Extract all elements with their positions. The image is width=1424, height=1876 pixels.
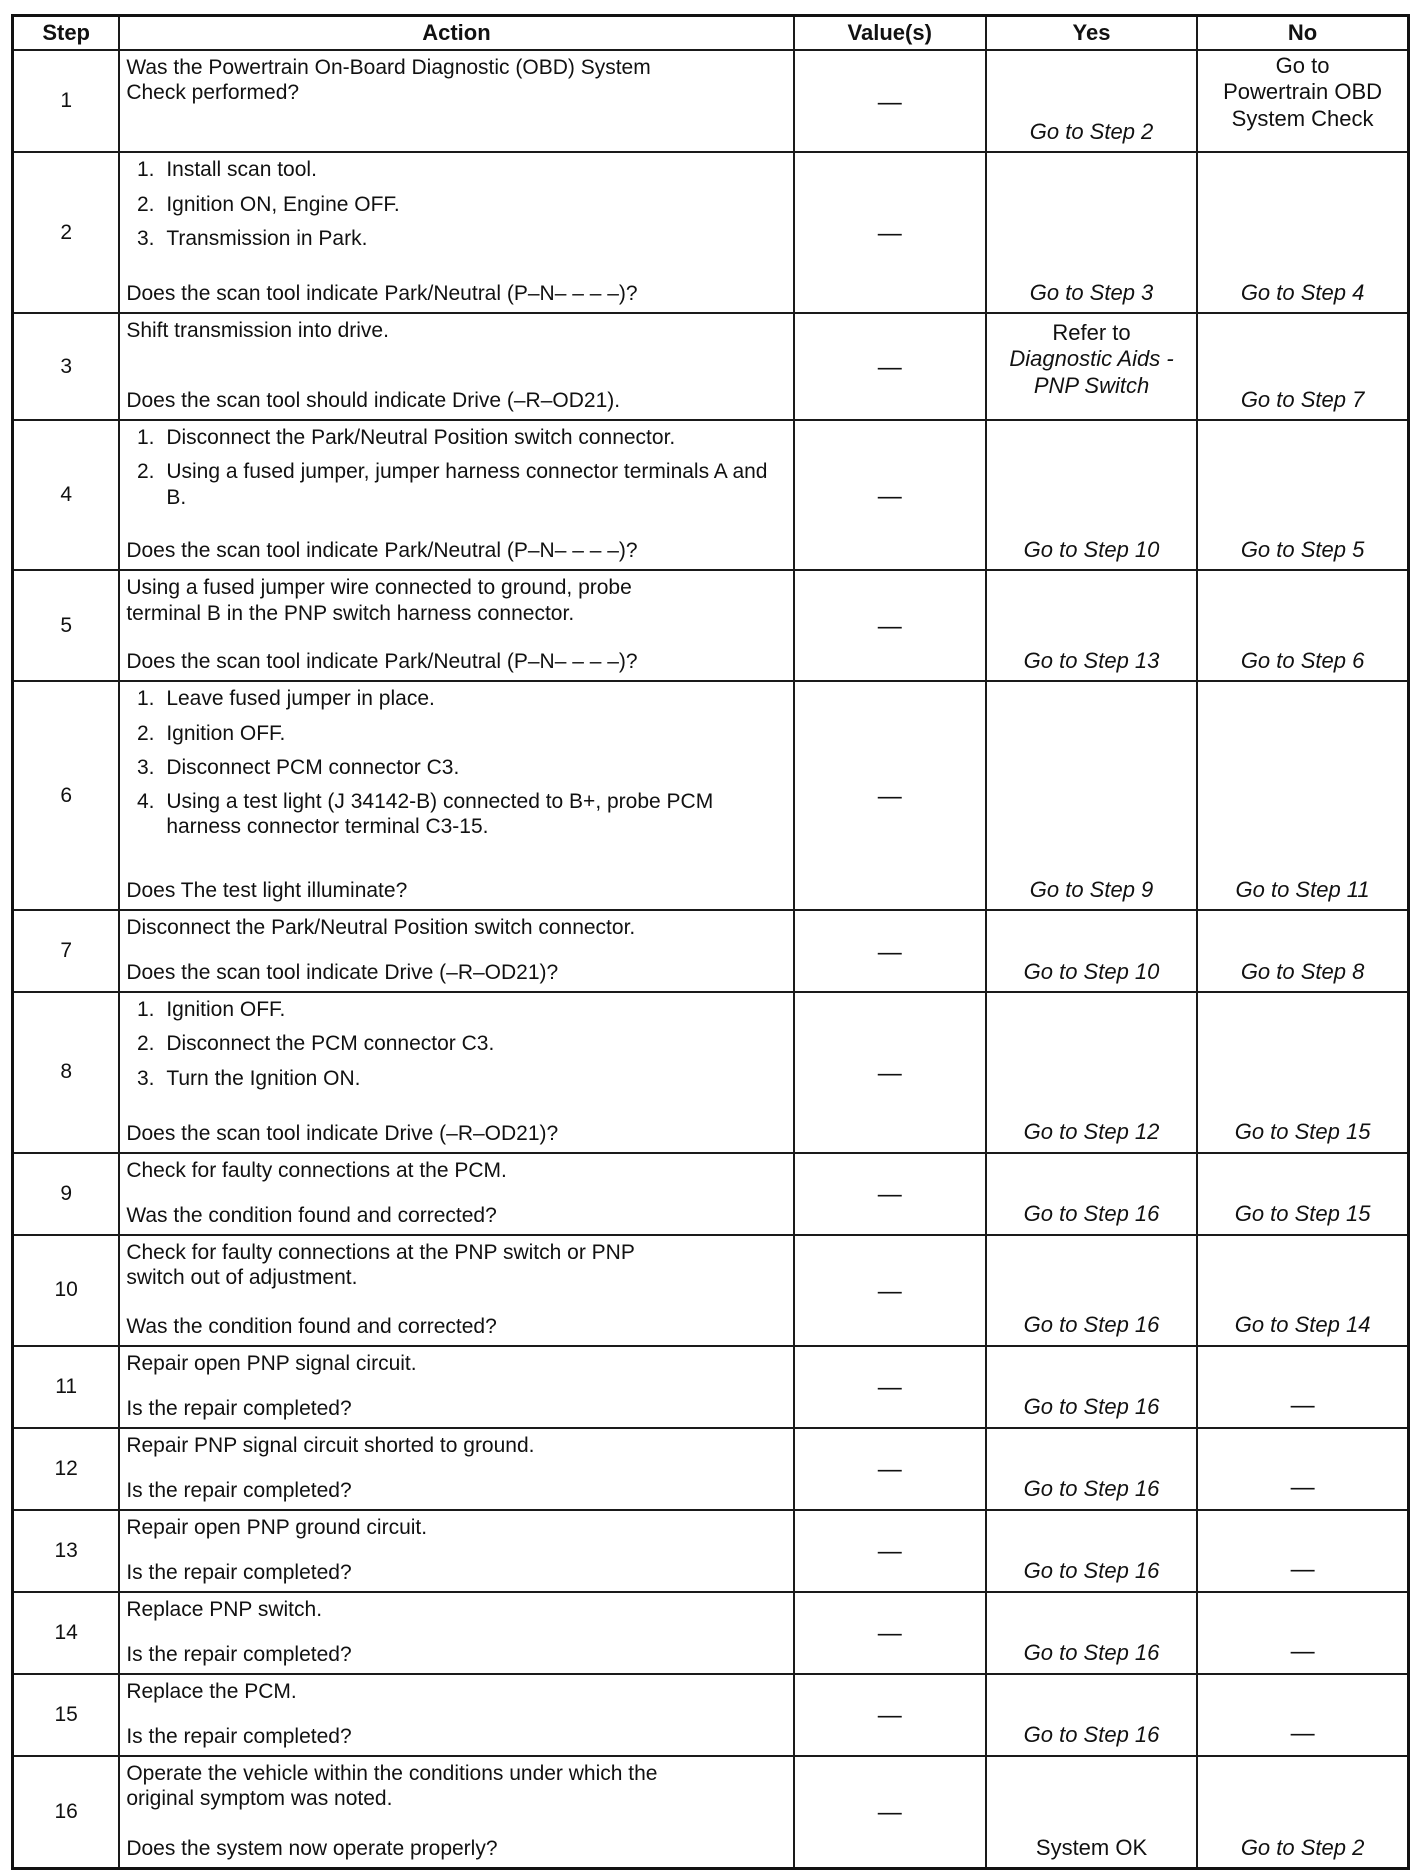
- action-cell: [119, 313, 793, 420]
- step-number: 8: [13, 992, 120, 1153]
- action-cell: [119, 50, 793, 152]
- action-question: Does The test light illuminate?: [126, 878, 408, 902]
- yes-text: Go to Step 16: [1023, 1722, 1160, 1748]
- value-cell: [794, 992, 986, 1153]
- table-row: [13, 1235, 1409, 1346]
- action-list-item: 2. Disconnect the PCM connector C3.: [160, 1031, 786, 1056]
- no-cell: [1197, 50, 1408, 152]
- table-row: [13, 1674, 1409, 1756]
- step-number: 14: [13, 1592, 120, 1674]
- action-list-item: 1. Leave fused jumper in place.: [160, 686, 786, 711]
- action-list: [126, 686, 786, 839]
- no-result: [1198, 571, 1407, 680]
- value-dash: —: [877, 1456, 902, 1484]
- action-line: Disconnect the Park/Neutral Position switch connector.: [126, 916, 636, 940]
- action-question: Does the scan tool indicate Park/Neutral (P–N– – – –)?: [126, 650, 638, 674]
- yes-line: PNP Switch: [1033, 372, 1150, 398]
- yes-result: [987, 911, 1196, 991]
- action-text: [126, 1679, 786, 1704]
- action-text: [126, 1597, 786, 1622]
- no-result: [1198, 314, 1407, 419]
- step-number: 6: [13, 681, 120, 910]
- no-text: Go to Step 4: [1240, 279, 1365, 305]
- no-text: Go to Step 11: [1235, 876, 1370, 902]
- action-question: Is the repair completed?: [126, 1396, 352, 1420]
- table-row: [13, 681, 1409, 910]
- no-text: Go to Step 14: [1234, 1312, 1371, 1338]
- action-content: [120, 571, 792, 680]
- yes-text: Go to Step 16: [1023, 1476, 1160, 1502]
- no-cell: [1197, 152, 1408, 313]
- action-instructions: [126, 1158, 786, 1183]
- yes-result: [987, 571, 1196, 680]
- action-line: Replace PNP switch.: [126, 1597, 323, 1621]
- step-number: 2: [13, 152, 120, 313]
- action-list: [126, 157, 786, 251]
- value-cell: [794, 1153, 986, 1235]
- yes-text: Go to Step 9: [1029, 876, 1154, 902]
- yes-cell: [986, 681, 1197, 910]
- no-text: —: [1290, 1637, 1315, 1665]
- action-cell: [119, 1592, 793, 1674]
- header-step: Step: [13, 16, 120, 51]
- action-question: Does the scan tool indicate Park/Neutral (P–N– – – –)?: [126, 539, 638, 563]
- yes-text: Go to Step 10: [1023, 536, 1160, 562]
- no-result: [1198, 682, 1407, 909]
- value-cell: [794, 681, 986, 910]
- yes-result: [987, 1675, 1196, 1755]
- action-content: [120, 1593, 792, 1673]
- yes-text: Go to Step 12: [1023, 1119, 1160, 1145]
- no-result: [1198, 421, 1407, 569]
- header-row: [13, 16, 1409, 51]
- action-content: [120, 1154, 792, 1234]
- no-result: [1198, 1511, 1407, 1591]
- action-content: [120, 51, 792, 151]
- yes-cell: [986, 420, 1197, 570]
- value-cell: [794, 313, 986, 420]
- value-cell: [794, 152, 986, 313]
- no-cell: [1197, 1756, 1408, 1869]
- action-line: Check for faulty connections at the PNP switch or PNP: [126, 1240, 635, 1264]
- table-row: [13, 152, 1409, 313]
- action-content: [120, 314, 792, 419]
- action-line: Repair open PNP signal circuit.: [126, 1351, 417, 1375]
- no-result: [1198, 1593, 1407, 1673]
- action-content: [120, 1347, 792, 1427]
- action-text: [126, 1240, 786, 1290]
- yes-cell: [986, 570, 1197, 681]
- step-number: 9: [13, 1153, 120, 1235]
- no-text: —: [1290, 1391, 1315, 1419]
- no-cell: [1197, 910, 1408, 992]
- action-content: [120, 993, 792, 1152]
- no-text: —: [1290, 1720, 1315, 1747]
- action-list-item: 1. Ignition OFF.: [160, 997, 786, 1022]
- action-cell: [119, 1235, 793, 1346]
- yes-result: [987, 314, 1196, 419]
- value-cell: [794, 1510, 986, 1592]
- action-cell: [119, 152, 793, 313]
- action-text: [126, 55, 786, 105]
- action-instructions: [126, 55, 786, 105]
- action-text: [126, 1158, 786, 1183]
- action-instructions: [126, 575, 786, 625]
- value-cell: [794, 1674, 986, 1756]
- action-line: Check for faulty connections at the PCM.: [126, 1158, 507, 1182]
- diagnostic-table-sheet: [11, 14, 1410, 1870]
- action-content: [120, 1511, 792, 1591]
- no-result: [1198, 1154, 1407, 1234]
- table-row: [13, 570, 1409, 681]
- action-question: Was the condition found and corrected?: [126, 1314, 497, 1338]
- step-number: 7: [13, 910, 120, 992]
- action-cell: [119, 910, 793, 992]
- yes-text: Go to Step 3: [1029, 279, 1154, 305]
- action-line: Repair PNP signal circuit shorted to ground.: [126, 1433, 535, 1457]
- yes-result: [987, 1154, 1196, 1234]
- action-list: [126, 425, 786, 510]
- action-line: Using a fused jumper wire connected to ground, probe: [126, 576, 632, 600]
- step-number: 13: [13, 1510, 120, 1592]
- header-action: Action: [119, 16, 793, 51]
- action-cell: [119, 681, 793, 910]
- action-question: Does the scan tool should indicate Drive (–R–OD21).: [126, 388, 621, 412]
- action-list-item: 1. Install scan tool.: [160, 157, 786, 182]
- action-cell: [119, 1756, 793, 1869]
- action-cell: [119, 1674, 793, 1756]
- action-cell: [119, 1346, 793, 1428]
- no-text: Go to Step 2: [1240, 1834, 1365, 1860]
- yes-result: [987, 1593, 1196, 1673]
- action-line: Repair open PNP ground circuit.: [126, 1515, 428, 1539]
- action-content: [120, 1429, 792, 1509]
- yes-text: Go to Step 16: [1023, 1394, 1160, 1420]
- value-cell: [794, 910, 986, 992]
- yes-text: Go to Step 10: [1023, 958, 1160, 984]
- value-dash: —: [877, 783, 902, 811]
- action-line: Was the Powertrain On-Board Diagnostic (OBD) System: [126, 56, 651, 79]
- no-result: [1198, 1429, 1407, 1509]
- value-cell: [794, 1346, 986, 1428]
- value-dash: —: [877, 1620, 902, 1648]
- action-list-item: 1. Disconnect the Park/Neutral Position switch connector.: [160, 425, 786, 450]
- no-line: Powertrain OBD: [1223, 79, 1383, 105]
- no-result: [1198, 911, 1407, 991]
- action-content: [120, 682, 792, 909]
- action-content: [120, 911, 792, 991]
- no-text: Go to Step 15: [1234, 1119, 1371, 1145]
- yes-cell: [986, 313, 1197, 420]
- yes-result: [987, 51, 1196, 151]
- action-line: Replace the PCM.: [126, 1679, 297, 1703]
- action-instructions: [126, 1679, 786, 1704]
- action-instructions: [126, 1351, 786, 1376]
- yes-result: [987, 1511, 1196, 1591]
- action-text: [126, 1351, 786, 1376]
- step-number: 10: [13, 1235, 120, 1346]
- table-row: [13, 1510, 1409, 1592]
- no-text: Go to Step 8: [1240, 958, 1365, 984]
- action-cell: [119, 992, 793, 1153]
- action-list-item: 2. Ignition ON, Engine OFF.: [160, 192, 786, 217]
- no-cell: [1197, 313, 1408, 420]
- yes-cell: [986, 1235, 1197, 1346]
- action-question: Does the scan tool indicate Park/Neutral (P–N– – – –)?: [126, 281, 638, 305]
- yes-cell: [986, 910, 1197, 992]
- value-dash: —: [877, 220, 902, 248]
- value-dash: —: [877, 482, 902, 510]
- action-line: Operate the vehicle within the conditions under which the: [126, 1761, 658, 1785]
- action-list-item: 3. Turn the Ignition ON.: [160, 1066, 786, 1091]
- yes-cell: [986, 1153, 1197, 1235]
- no-text: Go to Step 6: [1240, 647, 1365, 673]
- action-line: Check performed?: [126, 81, 300, 105]
- action-line: switch out of adjustment.: [126, 1265, 358, 1289]
- value-dash: —: [877, 1181, 902, 1209]
- no-text: —: [1290, 1473, 1315, 1501]
- table-row: [13, 1592, 1409, 1674]
- header-no: No: [1197, 16, 1408, 51]
- yes-result: [987, 993, 1196, 1152]
- value-cell: [794, 570, 986, 681]
- action-list: [126, 997, 786, 1091]
- header-values: Value(s): [794, 16, 986, 51]
- no-cell: [1197, 1510, 1408, 1592]
- table-row: [13, 420, 1409, 570]
- action-line: terminal B in the PNP switch harness connector.: [126, 601, 575, 625]
- action-instructions: [126, 1515, 786, 1540]
- yes-result: [987, 1347, 1196, 1427]
- action-cell: [119, 1153, 793, 1235]
- value-cell: [794, 1756, 986, 1869]
- action-question: Is the repair completed?: [126, 1724, 352, 1748]
- yes-cell: [986, 1510, 1197, 1592]
- action-question: Does the system now operate properly?: [126, 1836, 498, 1860]
- action-instructions: [126, 1240, 786, 1290]
- no-text: Go to Step 15: [1234, 1201, 1371, 1227]
- yes-line: Diagnostic Aids -: [1009, 346, 1174, 372]
- action-list-item: 3. Transmission in Park.: [160, 226, 786, 251]
- action-content: [120, 1236, 792, 1345]
- yes-cell: [986, 992, 1197, 1153]
- action-question: Does the scan tool indicate Drive (–R–OD21)?: [126, 1121, 559, 1145]
- action-text: [126, 1433, 786, 1458]
- action-text: [126, 915, 786, 940]
- no-cell: [1197, 681, 1408, 910]
- action-instructions: [126, 1433, 786, 1458]
- action-content: [120, 153, 792, 312]
- yes-cell: [986, 1592, 1197, 1674]
- table-row: [13, 1428, 1409, 1510]
- action-content: [120, 1675, 792, 1755]
- table-row: [13, 50, 1409, 152]
- yes-cell: [986, 1756, 1197, 1869]
- action-instructions: [126, 1761, 786, 1811]
- step-number: 15: [13, 1674, 120, 1756]
- yes-text: Go to Step 16: [1023, 1640, 1160, 1666]
- action-text: [126, 318, 786, 343]
- value-cell: [794, 1592, 986, 1674]
- table-row: [13, 1756, 1409, 1869]
- step-number: 3: [13, 313, 120, 420]
- no-result: [1198, 1236, 1407, 1345]
- yes-result: [987, 1757, 1196, 1867]
- step-number: 4: [13, 420, 120, 570]
- yes-result: [987, 421, 1196, 569]
- action-instructions: [126, 157, 786, 251]
- no-cell: [1197, 1346, 1408, 1428]
- no-cell: [1197, 1674, 1408, 1756]
- step-number: 1: [13, 50, 120, 152]
- action-text: [126, 575, 786, 625]
- table-row: [13, 1346, 1409, 1428]
- action-instructions: [126, 997, 786, 1091]
- action-text: [126, 1515, 786, 1540]
- yes-text: Go to Step 13: [1023, 647, 1160, 673]
- action-content: [120, 1757, 792, 1867]
- no-cell: [1197, 1592, 1408, 1674]
- value-dash: —: [877, 1374, 902, 1402]
- action-instructions: [126, 1597, 786, 1622]
- value-dash: —: [877, 1799, 902, 1827]
- table-row: [13, 910, 1409, 992]
- no-result: [1198, 993, 1407, 1152]
- no-result: [1198, 1675, 1407, 1755]
- yes-result: [987, 153, 1196, 312]
- action-list-item: 4. Using a test light (J 34142-B) connected to B+, probe PCM harness connector terminal C3-15.: [160, 789, 786, 839]
- table-row: [13, 313, 1409, 420]
- yes-text: Go to Step 2: [1029, 119, 1154, 145]
- step-number: 5: [13, 570, 120, 681]
- yes-cell: [986, 50, 1197, 152]
- action-instructions: [126, 915, 786, 940]
- no-text: Go to Step 5: [1240, 536, 1365, 562]
- value-dash: —: [877, 1538, 902, 1566]
- yes-text: System OK: [1035, 1834, 1148, 1860]
- no-cell: [1197, 420, 1408, 570]
- value-dash: —: [877, 1059, 902, 1087]
- yes-cell: [986, 1346, 1197, 1428]
- action-list-item: 3. Disconnect PCM connector C3.: [160, 755, 786, 780]
- step-number: 11: [13, 1346, 120, 1428]
- action-question: Does the scan tool indicate Drive (–R–OD21)?: [126, 960, 559, 984]
- value-dash: —: [877, 354, 902, 382]
- step-number: 12: [13, 1428, 120, 1510]
- action-cell: [119, 1428, 793, 1510]
- yes-text: Go to Step 16: [1023, 1201, 1160, 1227]
- no-result: [1198, 153, 1407, 312]
- action-list-item: 2. Using a fused jumper, jumper harness connector terminals A and B.: [160, 459, 786, 509]
- action-question: Is the repair completed?: [126, 1642, 352, 1666]
- action-instructions: [126, 425, 786, 510]
- yes-result: [987, 1236, 1196, 1345]
- value-dash: —: [877, 1277, 902, 1305]
- yes-result: [987, 682, 1196, 909]
- action-question: Was the condition found and corrected?: [126, 1203, 497, 1227]
- diagnostic-table: [11, 14, 1410, 1870]
- value-dash: —: [877, 938, 902, 966]
- action-cell: [119, 570, 793, 681]
- no-cell: [1197, 1153, 1408, 1235]
- no-line: Go to: [1275, 53, 1330, 78]
- action-line: original symptom was noted.: [126, 1786, 393, 1810]
- no-cell: [1197, 1235, 1408, 1346]
- yes-result: [987, 1429, 1196, 1509]
- action-instructions: [126, 686, 786, 839]
- yes-text: Go to Step 16: [1023, 1558, 1160, 1584]
- yes-cell: [986, 1428, 1197, 1510]
- action-question: Is the repair completed?: [126, 1478, 352, 1502]
- value-cell: [794, 1428, 986, 1510]
- header-yes: Yes: [986, 16, 1197, 51]
- action-line: Shift transmission into drive.: [126, 319, 389, 343]
- no-cell: [1197, 570, 1408, 681]
- yes-cell: [986, 152, 1197, 313]
- no-cell: [1197, 992, 1408, 1153]
- action-content: [120, 421, 792, 569]
- yes-line: Refer to: [1052, 320, 1131, 346]
- action-instructions: [126, 318, 786, 343]
- step-number: 16: [13, 1756, 120, 1869]
- yes-cell: [986, 1674, 1197, 1756]
- value-cell: [794, 420, 986, 570]
- yes-text: Go to Step 16: [1023, 1312, 1160, 1338]
- value-dash: —: [877, 88, 902, 116]
- no-cell: [1197, 1428, 1408, 1510]
- action-text: [126, 1761, 786, 1811]
- no-text: Go to Step 7: [1240, 386, 1365, 412]
- action-cell: [119, 420, 793, 570]
- no-result: [1198, 1347, 1407, 1427]
- no-text: —: [1290, 1555, 1315, 1583]
- value-dash: —: [877, 613, 902, 641]
- table-row: [13, 1153, 1409, 1235]
- table-row: [13, 992, 1409, 1153]
- action-list-item: 2. Ignition OFF.: [160, 721, 786, 746]
- value-cell: [794, 50, 986, 152]
- no-result: [1198, 1757, 1407, 1867]
- action-question: Is the repair completed?: [126, 1560, 352, 1584]
- value-cell: [794, 1235, 986, 1346]
- no-result: [1198, 51, 1407, 151]
- action-cell: [119, 1510, 793, 1592]
- value-dash: —: [877, 1702, 902, 1730]
- no-line: System Check: [1231, 105, 1374, 131]
